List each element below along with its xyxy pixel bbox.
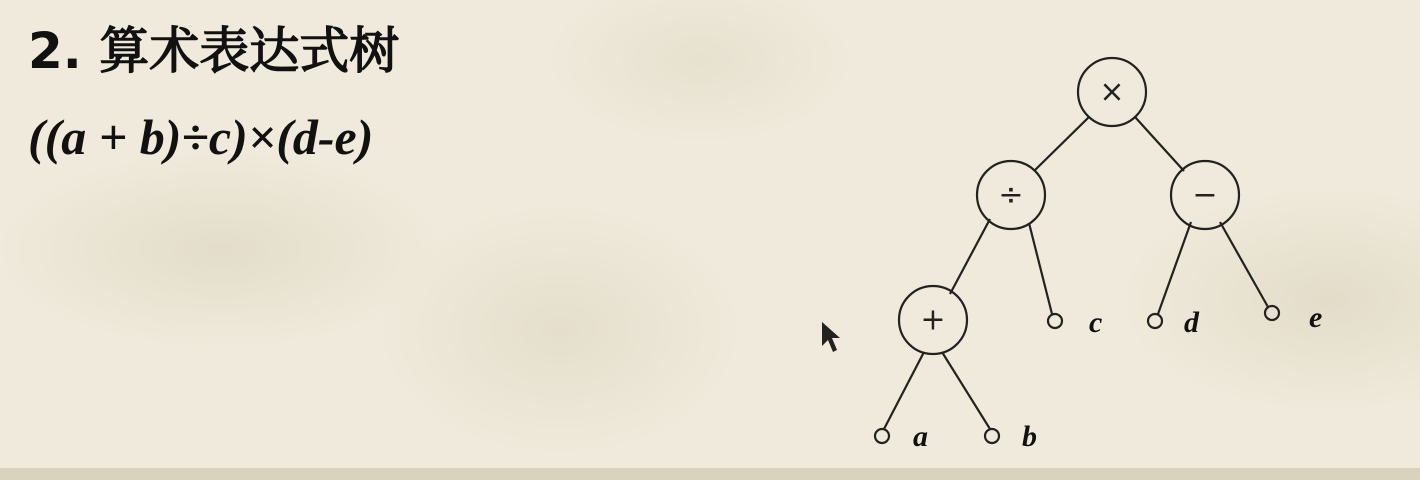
leaf-a-label: a [913,420,928,453]
leaf-c-label: c [1089,306,1103,339]
leaf-e [1265,301,1322,334]
divide-node [977,161,1045,229]
leaf-e-label: e [1309,301,1323,334]
root-symbol: × [1099,74,1125,110]
plus-symbol: + [920,302,946,338]
leaf-d [1148,306,1200,339]
edge-plus-b [942,352,990,429]
root-node [1078,58,1146,126]
edge-sub-d [1158,222,1191,314]
edge-root-sub [1135,117,1184,171]
edge-root-div [1034,117,1089,171]
edge-div-c [1029,223,1052,314]
leaf-b-label: b [1022,420,1037,453]
edge-plus-a [884,352,924,429]
leaf-a [875,420,928,453]
divide-symbol: ÷ [998,177,1024,213]
leaf-b [985,420,1037,453]
subtract-node [1171,161,1239,229]
slide-title: 2. 算术表达式树 [28,22,400,80]
subtract-symbol: − [1192,177,1218,213]
leaf-d-label: d [1184,306,1199,339]
plus-node [899,286,967,354]
edge-div-plus [950,219,990,294]
leaf-c [1048,306,1102,339]
mouse-cursor-icon [822,322,840,352]
expression-text: ((a + b)÷c)×(d-e) [28,109,374,165]
edge-sub-e [1220,222,1268,307]
